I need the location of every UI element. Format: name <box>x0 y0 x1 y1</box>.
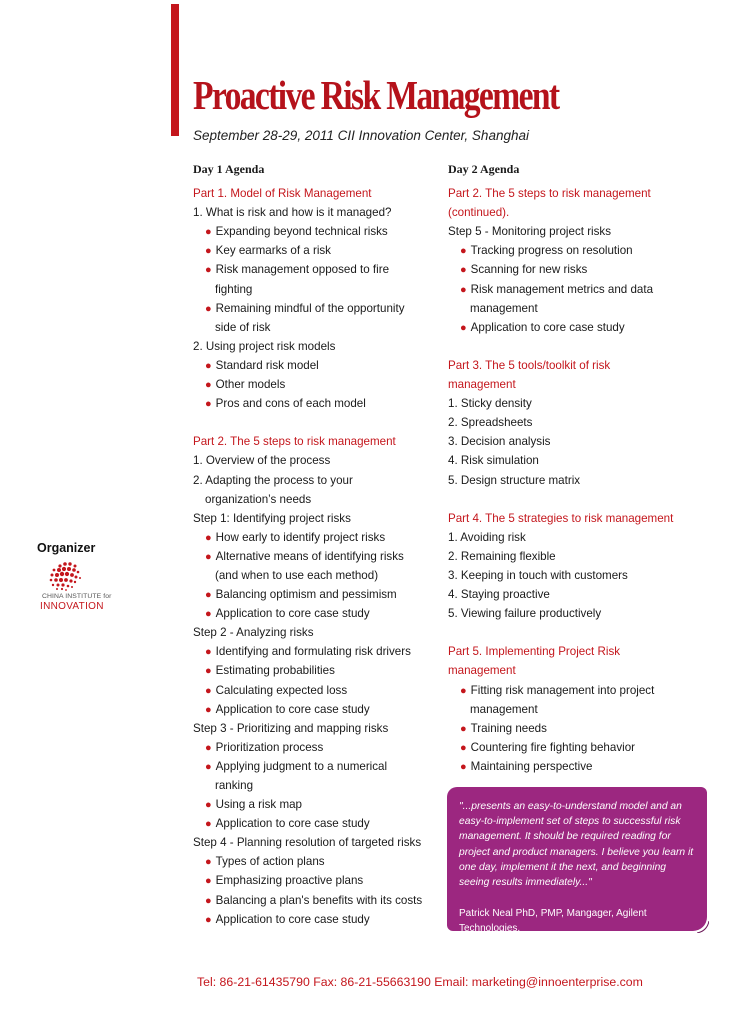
agenda-bullet: ● Application to core case study <box>460 320 625 334</box>
bullet-icon: ● <box>460 245 467 258</box>
bullet-icon: ● <box>205 589 212 602</box>
part3-title-line2: management <box>448 378 516 392</box>
day1-agenda <box>193 160 438 929</box>
step2-title: Step 2 - Analyzing risks <box>193 626 314 640</box>
part1-title: Part 1. Model of Risk Management <box>193 187 372 201</box>
agenda-bullet: ● Other models <box>205 378 286 392</box>
testimonial-text: "...presents an easy-to-understand model and an easy-to-implement set of steps to successful risk management. It should be required reading for project and product managers. I believe you learn it one day, implement it the next, and beginning seeing results immediately..." <box>459 801 694 889</box>
bullet-icon: ● <box>205 550 212 563</box>
agenda-item-continued: organization’s needs <box>205 492 312 506</box>
step4-title: Step 4 - Planning resolution of targeted risks <box>193 836 422 850</box>
agenda-bullet: ● Balancing optimism and pessimism <box>205 588 397 602</box>
agenda-bullet: ● How early to identify project risks <box>205 530 386 544</box>
agenda-bullet: ● Balancing a plan's benefits with its costs <box>205 893 423 907</box>
agenda-bullet-continued: side of risk <box>215 320 271 334</box>
agenda-item: 2. Remaining flexible <box>448 549 556 563</box>
step5-title: Step 5 - Monitoring project risks <box>448 225 612 239</box>
bullet-icon: ● <box>460 741 467 754</box>
agenda-bullet: ● Risk management metrics and data <box>460 282 654 296</box>
bullet-icon: ● <box>205 799 212 812</box>
agenda-bullet: ● Alternative means of identifying risks <box>205 549 404 563</box>
agenda-item: 4. Risk simulation <box>448 454 539 468</box>
agenda-item: 4. Staying proactive <box>448 588 550 602</box>
bullet-icon: ● <box>205 398 212 411</box>
organizer-label: Organizer <box>37 541 96 555</box>
bullet-icon: ● <box>205 818 212 831</box>
agenda-bullet: ● Pros and cons of each model <box>205 397 366 411</box>
part3-title: Part 3. The 5 tools/toolkit of risk <box>448 358 611 372</box>
agenda-bullet: ● Key earmarks of a risk <box>205 244 331 258</box>
bullet-icon: ● <box>205 531 212 544</box>
agenda-item: 2. Using project risk models <box>193 339 336 353</box>
bullet-icon: ● <box>205 608 212 621</box>
agenda-bullet: ● Applying judgment to a numerical <box>205 759 388 773</box>
bullet-icon: ● <box>205 264 212 277</box>
agenda-item: 2. Adapting the process to your <box>193 473 353 487</box>
agenda-bullet-continued: management <box>470 702 538 716</box>
event-subtitle: September 28-29, 2011 CII Innovation Center, Shanghai <box>193 128 529 143</box>
agenda-bullet: ● Fitting risk management into project <box>460 683 655 697</box>
page-curl-icon <box>697 921 709 933</box>
bullet-icon: ● <box>205 741 212 754</box>
agenda-bullet: ● Maintaining perspective <box>460 759 593 773</box>
bullet-icon: ● <box>205 856 212 869</box>
agenda-bullet: ● Estimating probabilities <box>205 664 335 678</box>
agenda-item: 5. Design structure matrix <box>448 473 581 487</box>
bullet-icon: ● <box>460 722 467 735</box>
agenda-item: 1. Sticky density <box>448 397 532 411</box>
bullet-icon: ● <box>460 321 467 334</box>
agenda-bullet: ● Tracking progress on resolution <box>460 244 633 258</box>
day2-agenda <box>448 160 708 776</box>
bullet-icon: ● <box>205 684 212 697</box>
bullet-icon: ● <box>205 359 212 372</box>
part5-title-line2: management <box>448 664 516 678</box>
agenda-item: 1. Overview of the process <box>193 454 331 468</box>
agenda-bullet: ● Standard risk model <box>205 358 319 372</box>
agenda-bullet: ● Prioritization process <box>205 740 324 754</box>
page-title: Proactive Risk Management <box>193 72 559 118</box>
bullet-icon: ● <box>205 379 212 392</box>
agenda-bullet: ● Using a risk map <box>205 798 302 812</box>
contact-footer: Tel: 86-21-61435790 Fax: 86-21-55663190 Email: marketing@innoenterprise.com <box>197 975 643 989</box>
bullet-icon: ● <box>460 264 467 277</box>
agenda-bullet: ● Application to core case study <box>205 702 370 716</box>
part2-continued-title-line2: (continued). <box>448 206 510 220</box>
bullet-icon: ● <box>460 760 467 773</box>
agenda-bullet: ● Countering fire fighting behavior <box>460 740 636 754</box>
testimonial-box <box>447 787 707 935</box>
agenda-bullet: ● Emphasizing proactive plans <box>205 874 364 888</box>
agenda-bullet: ● Types of action plans <box>205 855 325 869</box>
bullet-icon: ● <box>205 760 212 773</box>
step3-title: Step 3 - Prioritizing and mapping risks <box>193 721 389 735</box>
part2-continued-title: Part 2. The 5 steps to risk management <box>448 187 651 201</box>
bullet-icon: ● <box>460 684 467 697</box>
bullet-icon: ● <box>205 913 212 926</box>
agenda-item: 2. Spreadsheets <box>448 416 533 430</box>
bullet-icon: ● <box>205 245 212 258</box>
bullet-icon: ● <box>205 302 212 315</box>
logo-text-line1: CHINA INSTITUTE for <box>42 593 112 600</box>
bullet-icon: ● <box>205 646 212 659</box>
agenda-bullet: ● Application to core case study <box>205 912 370 926</box>
bullet-icon: ● <box>460 283 467 296</box>
testimonial-attribution: Patrick Neal PhD, PMP, Mangager, Agilent Technologies. <box>459 908 647 935</box>
agenda-bullet-continued: fighting <box>215 282 253 296</box>
agenda-bullet: ● Calculating expected loss <box>205 683 348 697</box>
agenda-bullet-continued: management <box>470 301 538 315</box>
bullet-icon: ● <box>205 703 212 716</box>
agenda-item: 3. Decision analysis <box>448 435 551 449</box>
agenda-bullet: ● Expanding beyond technical risks <box>205 225 388 239</box>
agenda-bullet-continued: (and when to use each method) <box>215 568 379 582</box>
agenda-item: 3. Keeping in touch with customers <box>448 568 628 582</box>
agenda-bullet-continued: ranking <box>215 779 254 792</box>
bullet-icon: ● <box>205 226 212 239</box>
agenda-bullet: ● Risk management opposed to fire <box>205 263 390 277</box>
bullet-icon: ● <box>205 665 212 678</box>
part5-title: Part 5. Implementing Project Risk <box>448 645 621 659</box>
bullet-icon: ● <box>205 875 212 888</box>
agenda-bullet: ● Remaining mindful of the opportunity <box>205 301 405 315</box>
bullet-icon: ● <box>205 894 212 907</box>
title-accent-bar <box>171 4 179 136</box>
part2-title: Part 2. The 5 steps to risk management <box>193 435 396 449</box>
agenda-item: 1. Avoiding risk <box>448 530 526 544</box>
agenda-bullet: ● Application to core case study <box>205 607 370 621</box>
day2-heading: Day 2 Agenda <box>448 162 520 176</box>
logo-text-line2: INNOVATION <box>40 601 104 612</box>
part4-title: Part 4. The 5 strategies to risk management <box>448 511 674 525</box>
agenda-item: 1. What is risk and how is it managed? <box>193 206 392 220</box>
agenda-item: 5. Viewing failure productively <box>448 607 602 621</box>
agenda-bullet: ● Application to core case study <box>205 817 370 831</box>
step1-title: Step 1: Identifying project risks <box>193 511 351 525</box>
agenda-bullet: ● Identifying and formulating risk drivers <box>205 645 411 659</box>
agenda-bullet: ● Training needs <box>460 721 547 735</box>
day1-heading: Day 1 Agenda <box>193 162 265 176</box>
agenda-bullet: ● Scanning for new risks <box>460 263 588 277</box>
